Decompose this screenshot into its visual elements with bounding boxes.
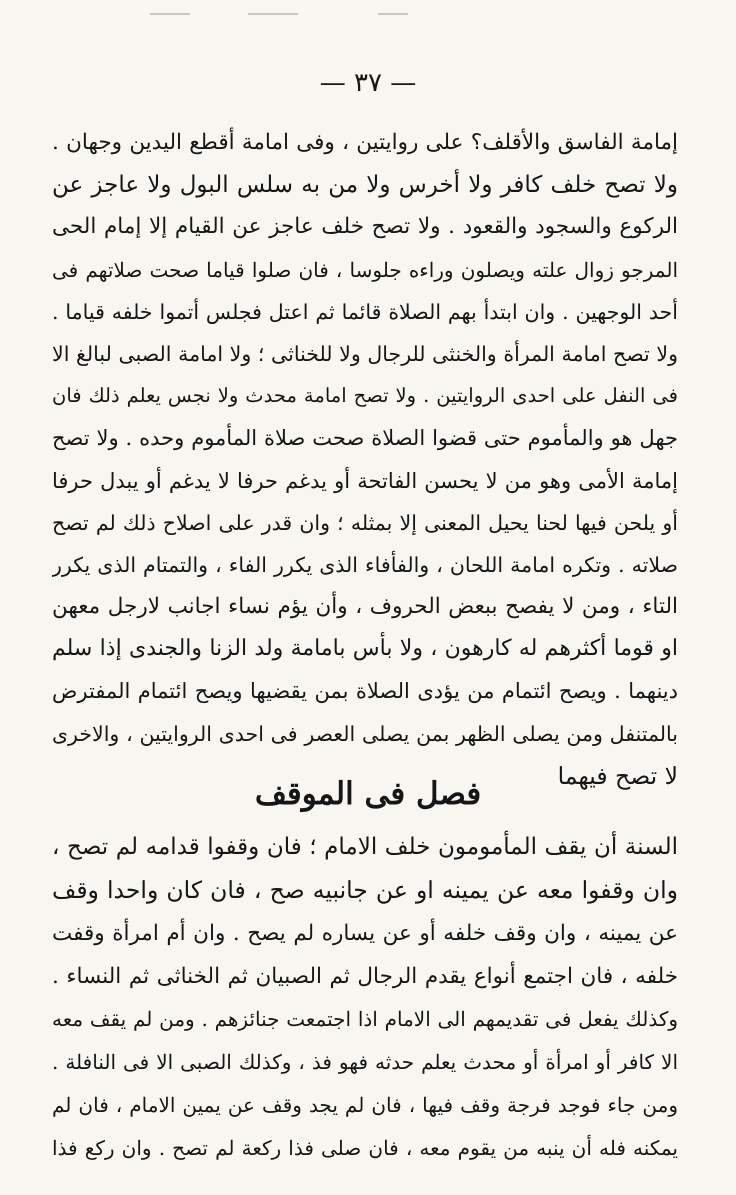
paragraph-1	[52, 122, 678, 797]
text-line: وكذلك يفعل فى تقديمهم الى الامام اذا اجتمعت جنائزهم . ومن لم يقف معه	[52, 1007, 678, 1031]
text-line: السنة أن يقف المأمومون خلف الامام ؛ فان وقفوا قدامه لم تصح ،	[52, 834, 678, 860]
text-line: خلفه ، فان اجتمع أنواع يقدم الرجال ثم الصبيان ثم الخناثى ثم النساء .	[52, 964, 678, 989]
text-line: الا كافر أو امرأة أو محدث يعلم حدثه فهو فذ ، وكذلك الصبى الا فى النافلة .	[52, 1050, 678, 1074]
scan-speck	[248, 13, 298, 15]
text-line: يمكنه فله أن ينبه من يقوم معه ، فان صلى فذا ركعة لم تصح . وان ركع فذا	[52, 1136, 678, 1160]
text-line: المرجو زوال علته ويصلون وراءه جلوسا ، فان صلوا قياما صحت صلاتهم فى	[52, 257, 678, 282]
text-line: ومن جاء فوجد فرجة وقف فيها ، فان لم يجد وقف عن يمين الامام ، فان لم	[52, 1093, 678, 1117]
text-line: ولا تصح خلف كافر ولا أخرس ولا من به سلس البول ولا عاجز عن	[52, 172, 678, 199]
text-line: إمامة الأمى وهو من لا يحسن الفاتحة أو يدغم حرفا لا يدغم أو يبدل حرفا	[52, 468, 678, 493]
scan-speck	[378, 13, 408, 15]
text-line: فى النفل على احدى الروايتين . ولا تصح امامة محدث ولا نجس يعلم ذلك فان	[52, 384, 678, 408]
paragraph-2	[52, 826, 678, 1170]
text-line: عن يمينه ، وان وقف خلفه أو عن يساره لم يصح . وان أم امرأة وقفت	[52, 921, 678, 946]
scan-speck	[150, 13, 190, 15]
text-line: ولا تصح امامة المرأة والخنثى للرجال ولا للخناثى ؛ ولا امامة الصبى لبالغ الا	[52, 341, 678, 366]
text-line: دينهما . ويصح ائتمام من يؤدى الصلاة بمن يقضيها ويصح ائتمام المفترض	[52, 679, 678, 704]
text-line: وان وقفوا معه عن يمينه او عن جانبيه صح ، فان كان واحدا وقف	[52, 876, 678, 904]
text-line: بالمتنفل ومن يصلى الظهر بمن يصلى العصر فى احدى الروايتين ، والاخرى	[52, 721, 678, 746]
text-line: صلاته . وتكره امامة اللحان ، والفأفاء الذى يكرر الفاء ، والتمتام الذى يكرر	[52, 552, 678, 577]
section-heading: فصل فى الموقف	[254, 776, 482, 812]
text-line: الركوع والسجود والقعود . ولا تصح خلف عاجز عن القيام إلا إمام الحى	[52, 214, 678, 240]
text-line: إمامة الفاسق والأقلف؟ على روايتين ، وفى امامة أقطع اليدين وجهان .	[52, 130, 678, 155]
text-line: جهل هو والمأموم حتى قضوا الصلاة صحت صلاة المأموم وحده . ولا تصح	[52, 426, 678, 451]
text-line: أو يلحن فيها لحنا يحيل المعنى إلا بمثله ؛ وان قدر على اصلاح ذلك لم تصح	[52, 510, 678, 535]
text-line: او قوما أكثرهم له كارهون ، ولا بأس بامامة ولد الزنا والجندى إذا سلم	[52, 636, 678, 662]
text-line: التاء ، ومن لا يفصح ببعض الحروف ، وأن يؤم نساء اجانب لارجل معهن	[52, 594, 678, 620]
text-line: لا تصح فيهما	[557, 761, 678, 790]
text-line: أحد الوجهين . وان ابتدأ بهم الصلاة قائما ثم اعتل فجلس أتموا خلفه قياما .	[52, 299, 678, 324]
page-number: — ٣٧ —	[319, 68, 417, 98]
